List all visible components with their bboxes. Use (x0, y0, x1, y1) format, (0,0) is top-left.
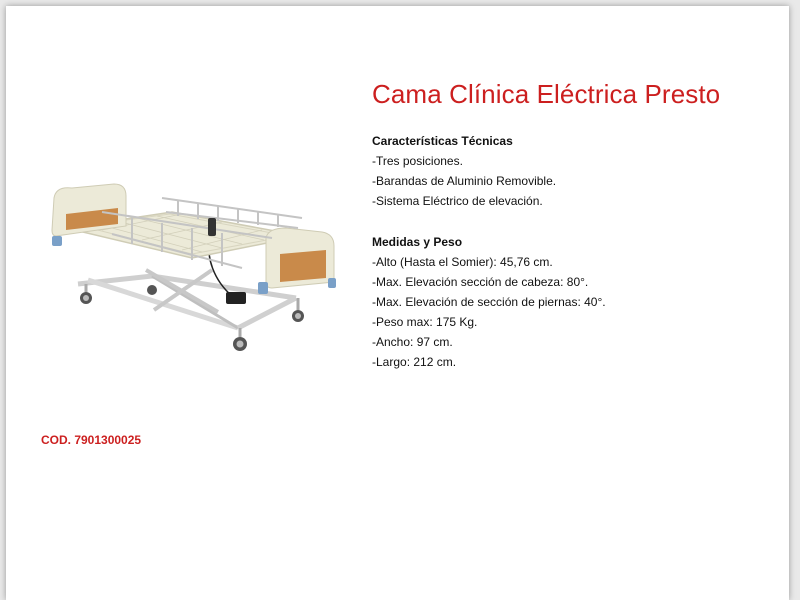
product-code: COD. 7901300025 (41, 433, 142, 447)
measure-item: -Peso max: 175 Kg. (372, 315, 478, 329)
measure-item: -Ancho: 97 cm. (372, 335, 453, 349)
feature-item: -Sistema Eléctrico de elevación. (372, 194, 543, 208)
page (6, 6, 789, 600)
product-title: Cama Clínica Eléctrica Presto (372, 79, 721, 109)
measures-heading: Medidas y Peso (372, 235, 463, 249)
feature-item: -Tres posiciones. (372, 154, 463, 168)
features-section (372, 131, 556, 211)
measure-item: -Max. Elevación de sección de piernas: 40°. (372, 295, 606, 309)
measures-section (372, 232, 606, 372)
measure-item: -Alto (Hasta el Somier): 45,76 cm. (372, 255, 553, 269)
measure-item: -Max. Elevación sección de cabeza: 80°. (372, 275, 589, 289)
measure-item: -Largo: 212 cm. (372, 355, 457, 369)
feature-item: -Barandas de Aluminio Removible. (372, 174, 557, 188)
hospital-bed-icon (42, 178, 338, 358)
features-heading: Características Técnicas (372, 134, 513, 148)
